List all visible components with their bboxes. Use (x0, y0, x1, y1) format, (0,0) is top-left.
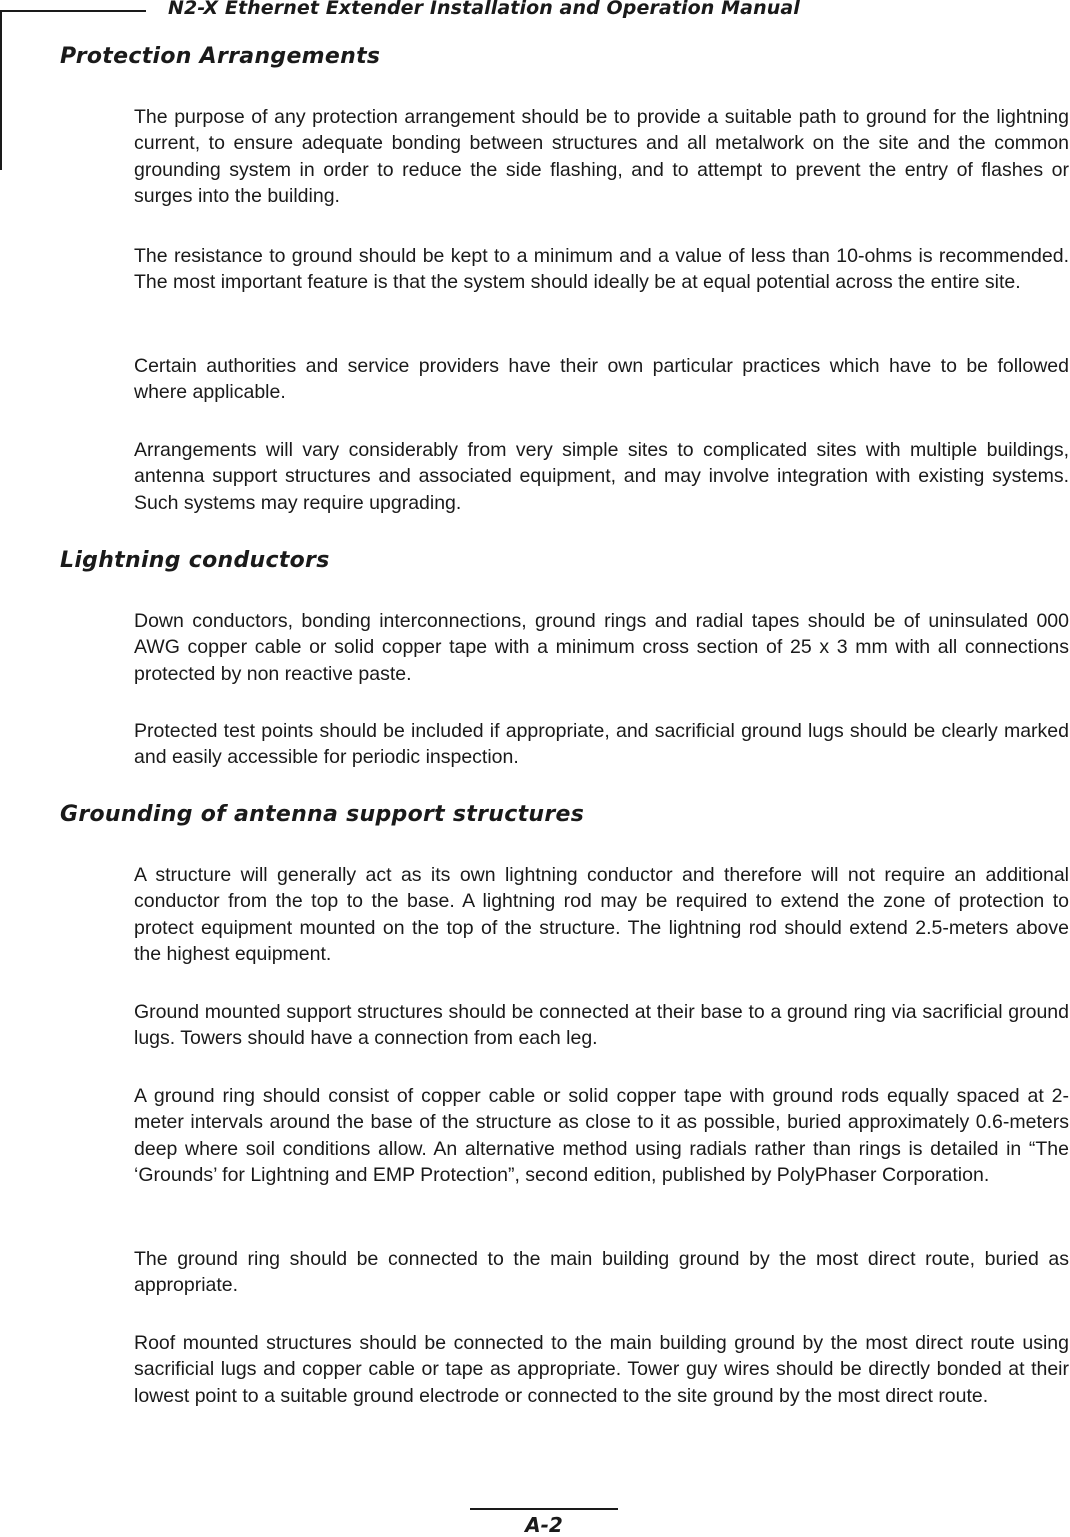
paragraph: A structure will generally act as its own lightning conductor and therefore will not require an additional conductor from the top to the base. A lightning rod may be required to extend the zone of protection to protect equipment mounted on the top of the structure. The lightning rod should extend 2.5-meters above the highest equipment. (134, 864, 1069, 965)
section-heading-protection-arrangements: Protection Arrangements (60, 44, 381, 69)
running-head: N2-X Ethernet Extender Installation and Operation Manual (168, 0, 800, 19)
paragraph: Certain authorities and service providers have their own particular practices which have to be followed where applicable. (134, 355, 1069, 404)
page-number: A-2 (525, 1513, 563, 1537)
paragraph: The purpose of any protection arrangement should be to provide a suitable path to ground for the lightning current, to ensure adequate bonding between structures and all metalwork on the site and the common grounding system in order to reduce the side flashing, and to attempt to prevent the entry of flashes or surges into the building. (134, 106, 1069, 207)
paragraph: Roof mounted structures should be connected to the main building ground by the most direct route using sacrificial lugs and copper cable or tape as appropriate. Tower guy wires should be directly bonded at their lowest point to a suitable ground electrode or connected to the site ground by the most direct route. (134, 1332, 1069, 1407)
paragraph: Arrangements will vary considerably from very simple sites to complicated sites with multiple buildings, antenna support structures and associated equipment, and may involve integration with existing systems. Such systems may require upgrading. (134, 439, 1069, 514)
paragraph: A ground ring should consist of copper cable or solid copper tape with ground rods equally spaced at 2-meter intervals around the base of the structure as close to it as possible, buried approximately 0.6-meters deep where soil conditions allow. An alternative method using radials rather than rings is detailed in “The ‘Grounds’ for Lightning and EMP Protection”, second edition, published by PolyPhaser Corporation. (134, 1085, 1069, 1186)
header-rule (0, 10, 146, 12)
section-heading-grounding-of-antenna-support-structures: Grounding of antenna support structures (60, 802, 585, 827)
section-heading-lightning-conductors: Lightning conductors (60, 548, 330, 573)
paragraph: The ground ring should be connected to the main building ground by the most direct route, buried as appropriate. (134, 1248, 1069, 1297)
paragraph: Down conductors, bonding interconnections, ground rings and radial tapes should be of uninsulated 000 AWG copper cable or solid copper tape with a minimum cross section of 25 x 3 mm with all connections protected by non reactive paste. (134, 610, 1069, 685)
paragraph: Ground mounted support structures should be connected at their base to a ground ring via sacrificial ground lugs. Towers should have a connection from each leg. (134, 1001, 1069, 1050)
header-side-rule (0, 10, 2, 170)
footer-rule (470, 1508, 618, 1510)
paragraph: Protected test points should be included if appropriate, and sacrificial ground lugs should be clearly marked and easily accessible for periodic inspection. (134, 720, 1069, 769)
paragraph: The resistance to ground should be kept to a minimum and a value of less than 10-ohms is recommended. The most important feature is that the system should ideally be at equal potential across the entire site. (134, 245, 1069, 294)
